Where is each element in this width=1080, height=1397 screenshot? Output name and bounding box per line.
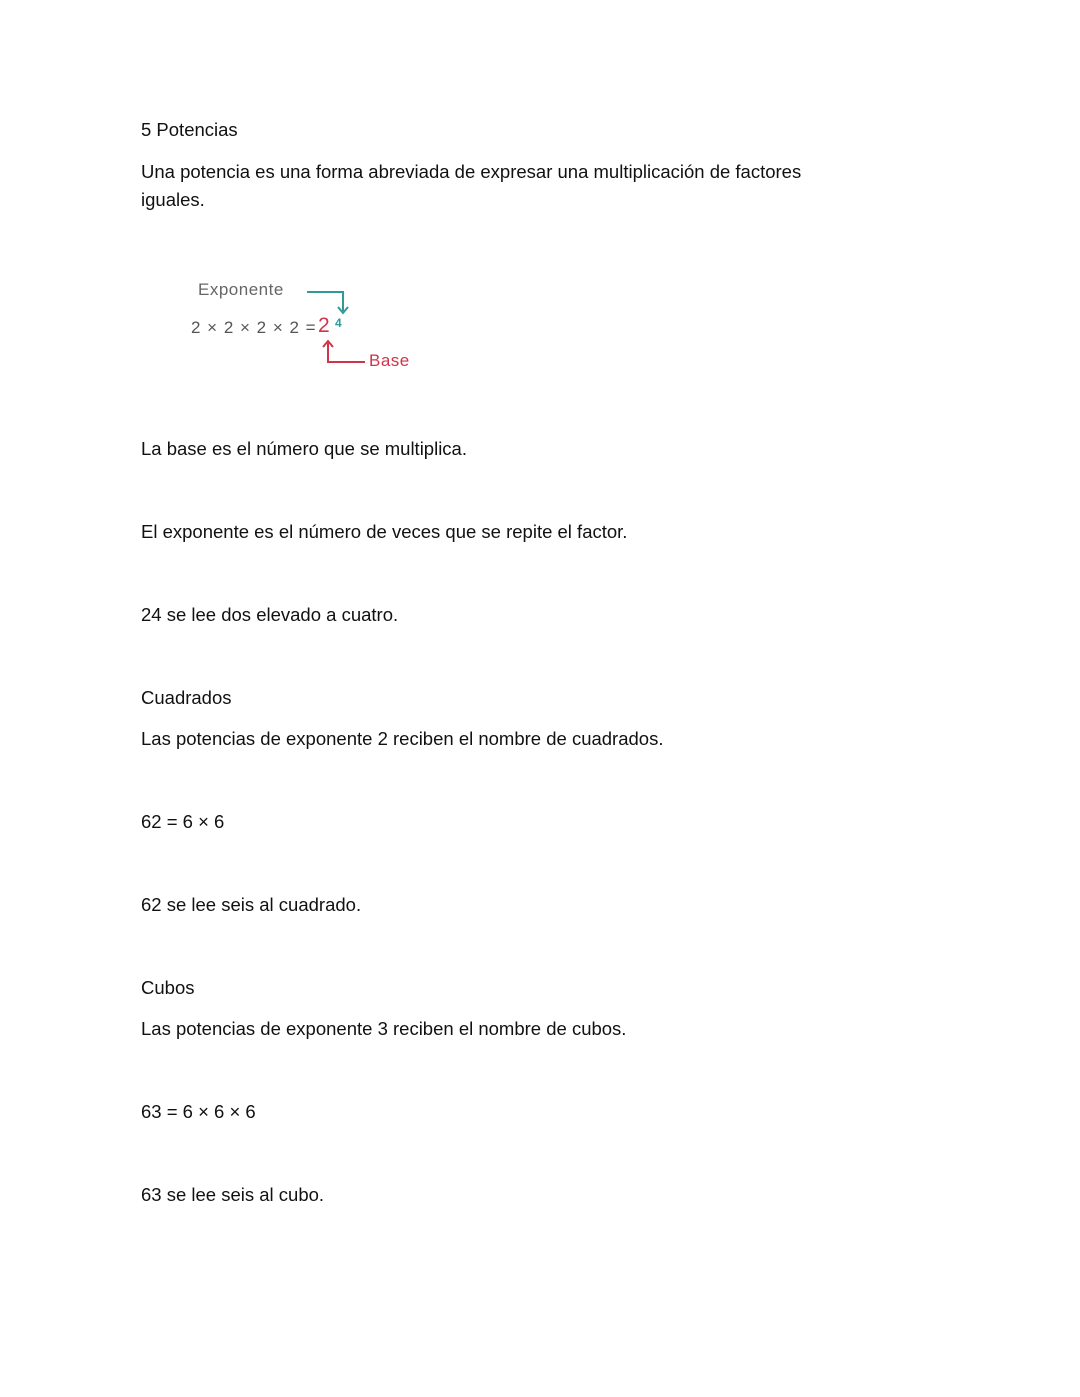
exponent-number: 4 bbox=[335, 316, 342, 330]
squares-example: 62 = 6 × 6 bbox=[141, 811, 225, 832]
multiplication-expression: 2 × 2 × 2 × 2 = bbox=[191, 318, 317, 337]
base-definition: La base es el número que se multiplica. bbox=[141, 438, 467, 459]
squares-heading: Cuadrados bbox=[141, 687, 232, 708]
squares-reading: 62 se lee seis al cuadrado. bbox=[141, 894, 362, 915]
cubes-heading: Cubos bbox=[141, 977, 195, 998]
cubes-reading: 63 se lee seis al cubo. bbox=[141, 1184, 325, 1205]
squares-definition: Las potencias de exponente 2 reciben el nombre de cuadrados. bbox=[141, 728, 664, 749]
cubes-example: 63 = 6 × 6 × 6 bbox=[141, 1101, 256, 1122]
base-label: Base bbox=[369, 351, 410, 370]
reading-example: 24 se lee dos elevado a cuatro. bbox=[141, 604, 399, 625]
cubes-definition: Las potencias de exponente 3 reciben el nombre de cubos. bbox=[141, 1018, 627, 1039]
section-title: 5 Potencias bbox=[141, 119, 238, 140]
power-diagram bbox=[185, 278, 425, 378]
intro-paragraph: Una potencia es una forma abreviada de expresar una multiplicación de factores iguales. bbox=[141, 161, 802, 210]
base-number: 2 bbox=[318, 314, 330, 337]
exponent-definition: El exponente es el número de veces que se repite el factor. bbox=[141, 521, 628, 542]
exponent-label: Exponente bbox=[198, 280, 284, 299]
